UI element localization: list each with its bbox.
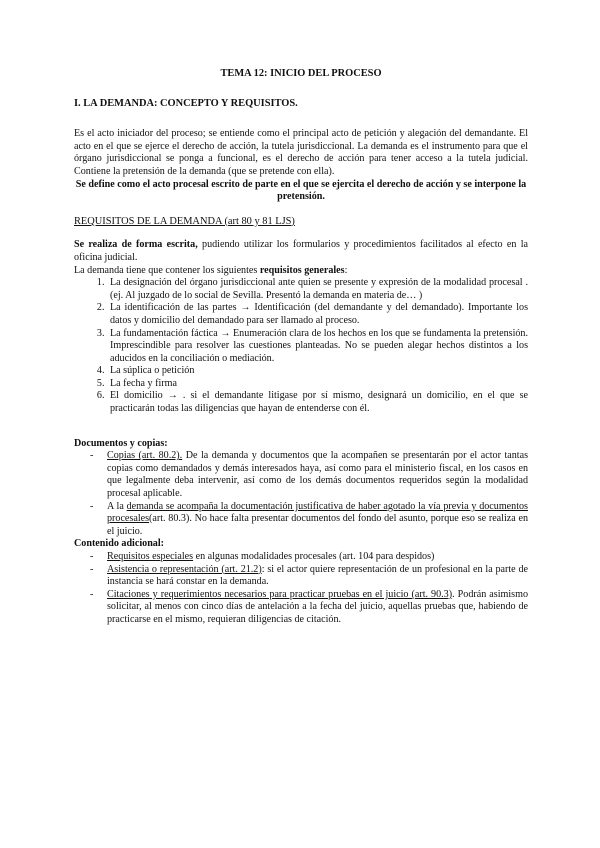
list-item: 6. El domicilio → . si el demandante litigase por sí mismo, designará un domicilio, en el que se practicarán todas las diligencias que hayan de entenderse con él. <box>107 390 528 415</box>
escrita-paragraph <box>74 239 528 264</box>
requisitos-heading: REQUISITOS DE LA DEMANDA (art 80 y 81 LJS) <box>74 215 295 227</box>
document-title: TEMA 12: INICIO DEL PROCESO <box>220 68 382 79</box>
acompana-prefix: A la <box>107 500 127 512</box>
generales-prefix: La demanda tiene que contener los siguientes <box>74 264 260 276</box>
especiales-text: en algunas modalidades procesales (art. 104 para despidos) <box>193 551 435 562</box>
generales-bold: requisitos generales <box>259 264 345 276</box>
list-item: 1. La designación del órgano jurisdiccional ante quien se presente y expresión de la modalidad procesal . (ej. Al juzgado de lo social de Sevilla. Presentó la demanda en materia de… ) <box>107 277 528 302</box>
escrita-bold: Se realiza de forma escrita, <box>74 239 198 251</box>
requisitos-list <box>74 277 528 416</box>
list-item <box>74 564 528 589</box>
generales-suffix: : <box>344 264 348 276</box>
asistencia-text: : si el actor quiere representación de un profesional en la parte de instancia se hará constar en la demanda. <box>107 563 528 588</box>
acompana-text: (art. 80.3). No hace falta presentar documentos del fondo del asunto, porque eso se realiza en el juicio. <box>107 513 528 537</box>
contenido-list <box>74 551 528 627</box>
citaciones-text: . Podrán asimismo solicitar, al menos con cinco días de antelación a la fecha del juicio, aquellas pruebas que, habiendo de practicarse en el mismo, requieran diligencias de citación. <box>107 588 528 625</box>
list-item <box>74 501 528 539</box>
list-item <box>74 450 528 500</box>
documentos-heading: Documentos y copias: <box>74 437 168 449</box>
copias-text: De la demanda y documentos que la acompañen se presentarán por el actor tantas copias como demandados y demás interesados haya, así como para el ministerio fiscal, en los casos en que legalmente deba intervenir, así como de los demás documentos requeridos según la modalidad procesal aplicable. <box>107 450 528 500</box>
escrita-text: pudiendo utilizar los formularios y procedimientos facilitados al efecto en la oficina judicial. <box>74 239 528 263</box>
definition-paragraph: Se define como el acto procesal escrito de parte en el que se ejercita el derecho de acción y se interpone la pretensión. <box>75 178 527 203</box>
list-item: 3. La fundamentación fáctica → Enumeración clara de los hechos en los que se fundamenta la pretensión. Imprescindible para resolver las cuestiones planteadas. No se pueden alegar hechos distintos a los aducidos en la conciliación o mediación. <box>107 328 528 366</box>
section-heading: I. LA DEMANDA: CONCEPTO Y REQUISITOS. <box>74 97 298 109</box>
citaciones-link: Citaciones y requerimientos necesarios para practicar pruebas en el juicio (art. 90.3) <box>107 588 453 600</box>
especiales-link: Requisitos especiales <box>107 551 194 562</box>
list-item: 2. La identificación de las partes → Identificación (del demandante y del demandado). Importante los datos y domicilio del demandado para ser llamado al proceso. <box>107 302 528 327</box>
list-item <box>74 589 528 627</box>
acompana-link: demanda se acompaña la documentación justificativa de haber agotado la vía previa y documentos procesales <box>107 500 528 525</box>
list-item <box>74 551 528 564</box>
generales-paragraph <box>74 265 528 278</box>
document-page <box>74 68 528 627</box>
contenido-heading: Contenido adicional: <box>74 538 165 550</box>
intro-paragraph: Es el acto iniciador del proceso; se entiende como el principal acto de petición y alegación del demandante. El acto en el que se ejerce el derecho de acción, la tutela jurisdiccional. La demanda es el instrumento para que el órgano jurisdiccional se ponga a funcional, es el derecho de acción para tener acceso a la tutela judicial. Contiene la pretensión de la demanda (que se pretende con ella). <box>74 128 528 177</box>
list-item: 5. La fecha y firma <box>107 378 528 391</box>
asistencia-link: Asistencia o representación (art. 21.2) <box>107 563 262 575</box>
list-item: 4. La súplica o petición <box>107 365 528 378</box>
documentos-list <box>74 450 528 538</box>
copias-link: Copias (art. 80.2). <box>107 450 183 462</box>
